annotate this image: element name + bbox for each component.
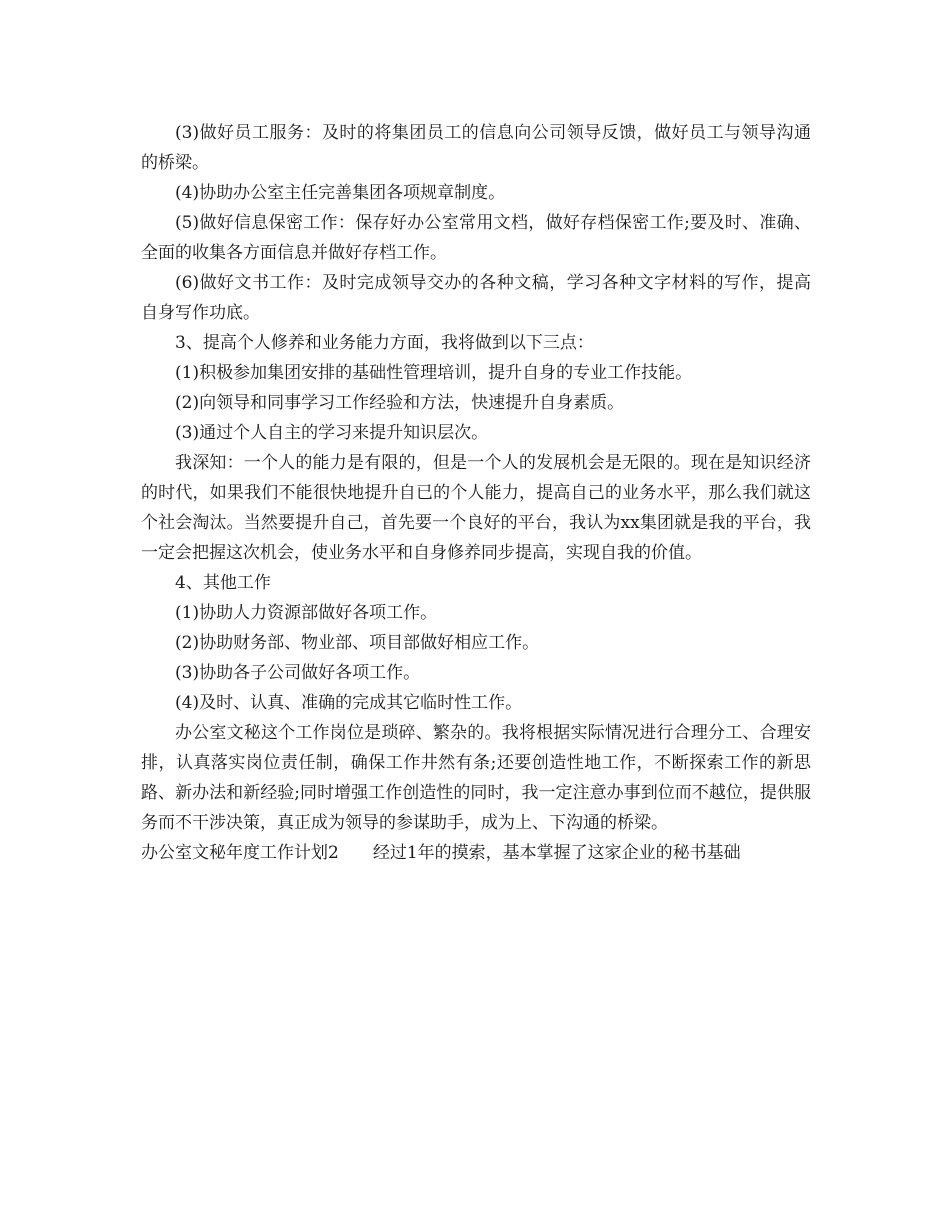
paragraph: (1)积极参加集团安排的基础性管理培训，提升自身的专业工作技能。 xyxy=(175,363,693,383)
paragraph: (4)及时、认真、准确的完成其它临时性工作。 xyxy=(175,693,523,713)
section-heading: 4、其他工作 xyxy=(175,573,271,593)
document-page xyxy=(141,118,811,868)
paragraph: (2)向领导和同事学习工作经验和方法，快速提升自身素质。 xyxy=(175,393,625,413)
paragraph: (2)协助财务部、物业部、项目部做好相应工作。 xyxy=(175,633,540,653)
paragraph: (3)做好员工服务：及时的将集团员工的信息向公司领导反馈，做好员工与领导沟通的桥梁。 xyxy=(141,123,811,173)
paragraph: 我深知：一个人的能力是有限的，但是一个人的发展机会是无限的。现在是知识经济的时代，如果我们不能很快地提升自已的个人能力，提高自己的业务水平，那么我们就这个社会淘汰。当然要提升自己，首先要一个良好的平台，我认为xx集团就是我的平台，我一定会把握这次机会，使业务水平和自身修养同步提高，实现自我的价值。 xyxy=(141,453,811,563)
paragraph: (1)协助人力资源部做好各项工作。 xyxy=(175,603,438,623)
next-document-line: 办公室文秘年度工作计划2 经过1年的摸索，基本掌握了这家企业的秘书基础 xyxy=(141,843,741,863)
section-heading: 3、提高个人修养和业务能力方面，我将做到以下三点： xyxy=(175,333,594,353)
paragraph: (5)做好信息保密工作：保存好办公室常用文档，做好存档保密工作;要及时、准确、全面的收集各方面信息并做好存档工作。 xyxy=(141,213,811,263)
paragraph: (6)做好文书工作：及时完成领导交办的各种文稿，学习各种文字材料的写作，提高自身写作功底。 xyxy=(141,273,811,323)
paragraph: (4)协助办公室主任完善集团各项规章制度。 xyxy=(175,183,506,203)
paragraph: 办公室文秘这个工作岗位是琐碎、繁杂的。我将根据实际情况进行合理分工、合理安排，认真落实岗位责任制，确保工作井然有条;还要创造性地工作，不断探索工作的新思路、新办法和新经验;同时增强工作创造性的同时，我一定注意办事到位而不越位，提供服务而不干涉决策，真正成为领导的参谋助手，成为上、下沟通的桥梁。 xyxy=(141,723,811,833)
paragraph: (3)通过个人自主的学习来提升知识层次。 xyxy=(175,423,489,443)
paragraph: (3)协助各子公司做好各项工作。 xyxy=(175,663,421,683)
